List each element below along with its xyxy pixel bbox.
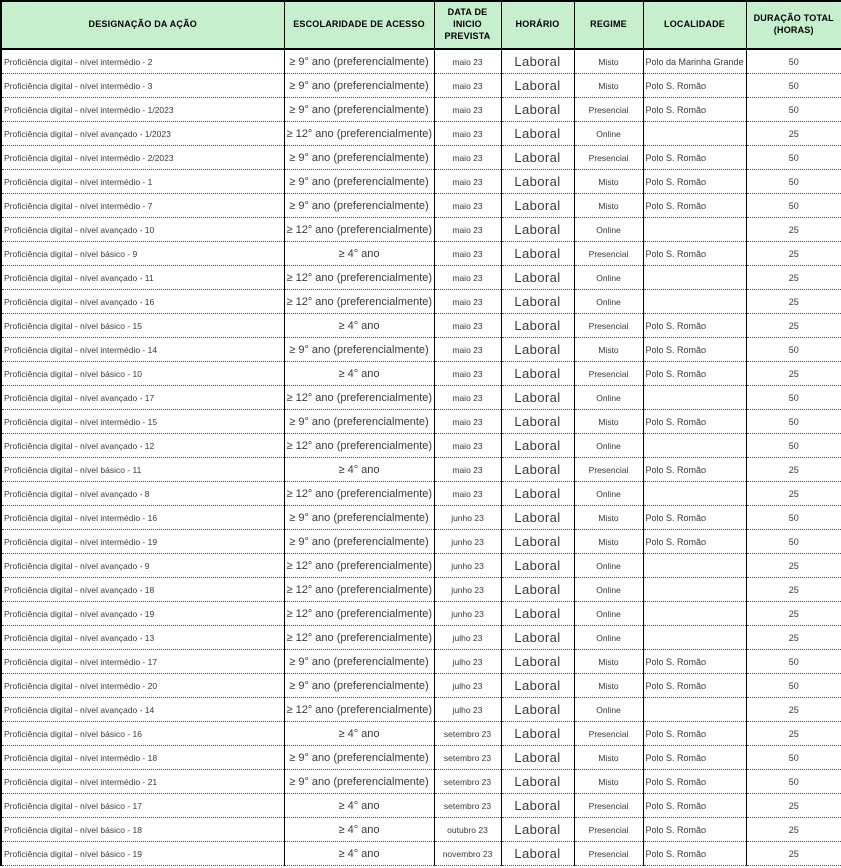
table-row: [1, 122, 841, 146]
table-row: [1, 49, 841, 74]
cell-regime: Presencial: [574, 458, 643, 482]
cell-data: junho 23: [434, 554, 501, 578]
header-regime: REGIME: [574, 1, 643, 49]
cell-localidade: Polo S. Romão: [643, 674, 746, 698]
table-row: [1, 194, 841, 218]
cell-escolaridade: ≥ 12° ano (preferencialmente): [284, 122, 434, 146]
cell-localidade: [643, 482, 746, 506]
cell-horario: Laboral: [501, 434, 574, 458]
cell-duracao: 50: [746, 170, 841, 194]
cell-designacao: Proficiência digital - nível básico - 9: [1, 242, 284, 266]
cell-localidade: [643, 290, 746, 314]
cell-data: junho 23: [434, 578, 501, 602]
cell-localidade: Polo S. Romão: [643, 410, 746, 434]
cell-duracao: 50: [746, 770, 841, 794]
cell-escolaridade: ≥ 9° ano (preferencialmente): [284, 98, 434, 122]
cell-data: maio 23: [434, 74, 501, 98]
cell-escolaridade: ≥ 4° ano: [284, 722, 434, 746]
cell-data: maio 23: [434, 410, 501, 434]
cell-escolaridade: ≥ 12° ano (preferencialmente): [284, 578, 434, 602]
cell-horario: Laboral: [501, 314, 574, 338]
header-data-inicio: DATA DE INICIO PREVISTA: [434, 1, 501, 49]
cell-regime: Presencial: [574, 794, 643, 818]
cell-duracao: 25: [746, 314, 841, 338]
cell-horario: Laboral: [501, 362, 574, 386]
cell-regime: Presencial: [574, 842, 643, 866]
cell-horario: Laboral: [501, 818, 574, 842]
cell-localidade: Polo S. Romão: [643, 362, 746, 386]
cell-duracao: 50: [746, 530, 841, 554]
cell-duracao: 25: [746, 458, 841, 482]
cell-regime: Misto: [574, 674, 643, 698]
cell-data: maio 23: [434, 146, 501, 170]
header-localidade: LOCALIDADE: [643, 1, 746, 49]
cell-data: maio 23: [434, 482, 501, 506]
cell-escolaridade: ≥ 9° ano (preferencialmente): [284, 746, 434, 770]
cell-localidade: [643, 434, 746, 458]
cell-designacao: Proficiência digital - nível avançado - 9: [1, 554, 284, 578]
cell-duracao: 50: [746, 194, 841, 218]
cell-regime: Misto: [574, 506, 643, 530]
cell-designacao: Proficiência digital - nível avançado - 11: [1, 266, 284, 290]
cell-escolaridade: ≥ 4° ano: [284, 458, 434, 482]
cell-regime: Misto: [574, 746, 643, 770]
cell-horario: Laboral: [501, 170, 574, 194]
cell-duracao: 25: [746, 290, 841, 314]
cell-data: novembro 23: [434, 842, 501, 866]
table-row: [1, 386, 841, 410]
cell-data: maio 23: [434, 49, 501, 74]
table-row: [1, 722, 841, 746]
table-row: [1, 578, 841, 602]
cell-regime: Misto: [574, 530, 643, 554]
cell-escolaridade: ≥ 9° ano (preferencialmente): [284, 146, 434, 170]
cell-localidade: Polo S. Romão: [643, 650, 746, 674]
cell-data: julho 23: [434, 674, 501, 698]
cell-regime: Misto: [574, 74, 643, 98]
cell-localidade: Polo S. Romão: [643, 746, 746, 770]
table-row: [1, 146, 841, 170]
cell-duracao: 25: [746, 842, 841, 866]
table-row: [1, 74, 841, 98]
table-row: [1, 626, 841, 650]
cell-duracao: 25: [746, 362, 841, 386]
cell-designacao: Proficiência digital - nível intermédio - 7: [1, 194, 284, 218]
cell-duracao: 50: [746, 434, 841, 458]
cell-horario: Laboral: [501, 578, 574, 602]
cell-horario: Laboral: [501, 266, 574, 290]
cell-data: maio 23: [434, 386, 501, 410]
cell-duracao: 25: [746, 554, 841, 578]
cell-escolaridade: ≥ 4° ano: [284, 362, 434, 386]
cell-localidade: Polo S. Romão: [643, 458, 746, 482]
table-row: [1, 98, 841, 122]
cell-designacao: Proficiência digital - nível intermédio - 20: [1, 674, 284, 698]
cell-data: maio 23: [434, 98, 501, 122]
table-row: [1, 674, 841, 698]
cell-horario: Laboral: [501, 698, 574, 722]
cell-duracao: 25: [746, 818, 841, 842]
table-row: [1, 266, 841, 290]
cell-escolaridade: ≥ 12° ano (preferencialmente): [284, 602, 434, 626]
cell-localidade: Polo S. Romão: [643, 170, 746, 194]
cell-horario: Laboral: [501, 74, 574, 98]
cell-data: julho 23: [434, 626, 501, 650]
cell-regime: Online: [574, 266, 643, 290]
header-escolaridade: ESCOLARIDADE DE ACESSO: [284, 1, 434, 49]
cell-duracao: 50: [746, 49, 841, 74]
cell-localidade: Polo da Marinha Grande: [643, 49, 746, 74]
cell-escolaridade: ≥ 12° ano (preferencialmente): [284, 290, 434, 314]
cell-regime: Presencial: [574, 362, 643, 386]
header-horario: HORÁRIO: [501, 1, 574, 49]
cell-designacao: Proficiência digital - nível básico - 15: [1, 314, 284, 338]
cell-designacao: Proficiência digital - nível básico - 11: [1, 458, 284, 482]
cell-horario: Laboral: [501, 98, 574, 122]
table-header: [1, 1, 841, 49]
cell-regime: Presencial: [574, 314, 643, 338]
cell-designacao: Proficiência digital - nível intermédio - 15: [1, 410, 284, 434]
cell-escolaridade: ≥ 4° ano: [284, 842, 434, 866]
cell-data: julho 23: [434, 698, 501, 722]
cell-designacao: Proficiência digital - nível intermédio - 19: [1, 530, 284, 554]
cell-localidade: [643, 578, 746, 602]
table-row: [1, 698, 841, 722]
cell-designacao: Proficiência digital - nível avançado - 1/2023: [1, 122, 284, 146]
cell-localidade: Polo S. Romão: [643, 74, 746, 98]
cell-regime: Online: [574, 218, 643, 242]
cell-designacao: Proficiência digital - nível avançado - 13: [1, 626, 284, 650]
cell-regime: Online: [574, 122, 643, 146]
cell-escolaridade: ≥ 9° ano (preferencialmente): [284, 194, 434, 218]
cell-duracao: 25: [746, 722, 841, 746]
cell-escolaridade: ≥ 12° ano (preferencialmente): [284, 482, 434, 506]
cell-regime: Presencial: [574, 722, 643, 746]
cell-designacao: Proficiência digital - nível avançado - 17: [1, 386, 284, 410]
cell-horario: Laboral: [501, 338, 574, 362]
cell-localidade: Polo S. Romão: [643, 770, 746, 794]
cell-data: junho 23: [434, 602, 501, 626]
table-row: [1, 434, 841, 458]
cell-escolaridade: ≥ 4° ano: [284, 314, 434, 338]
cell-regime: Presencial: [574, 146, 643, 170]
cell-designacao: Proficiência digital - nível intermédio - 1/2023: [1, 98, 284, 122]
table-row: [1, 770, 841, 794]
cell-designacao: Proficiência digital - nível intermédio - 14: [1, 338, 284, 362]
cell-duracao: 25: [746, 794, 841, 818]
cell-horario: Laboral: [501, 746, 574, 770]
cell-localidade: [643, 698, 746, 722]
cell-regime: Misto: [574, 338, 643, 362]
cell-escolaridade: ≥ 12° ano (preferencialmente): [284, 698, 434, 722]
cell-localidade: Polo S. Romão: [643, 722, 746, 746]
table-row: [1, 170, 841, 194]
cell-horario: Laboral: [501, 410, 574, 434]
cell-escolaridade: ≥ 9° ano (preferencialmente): [284, 770, 434, 794]
table-body: [1, 49, 841, 866]
cell-localidade: Polo S. Romão: [643, 338, 746, 362]
cell-escolaridade: ≥ 9° ano (preferencialmente): [284, 74, 434, 98]
cell-escolaridade: ≥ 12° ano (preferencialmente): [284, 554, 434, 578]
cell-designacao: Proficiência digital - nível básico - 17: [1, 794, 284, 818]
cell-designacao: Proficiência digital - nível intermédio - 16: [1, 506, 284, 530]
table-row: [1, 458, 841, 482]
table-row: [1, 410, 841, 434]
cell-regime: Misto: [574, 170, 643, 194]
table-row: [1, 842, 841, 866]
cell-duracao: 50: [746, 746, 841, 770]
cell-escolaridade: ≥ 9° ano (preferencialmente): [284, 49, 434, 74]
cell-regime: Online: [574, 602, 643, 626]
table-row: [1, 530, 841, 554]
table-row: [1, 290, 841, 314]
cell-regime: Misto: [574, 194, 643, 218]
cell-escolaridade: ≥ 12° ano (preferencialmente): [284, 386, 434, 410]
table-row: [1, 794, 841, 818]
cell-data: setembro 23: [434, 746, 501, 770]
cell-horario: Laboral: [501, 554, 574, 578]
cell-regime: Misto: [574, 49, 643, 74]
cell-data: setembro 23: [434, 722, 501, 746]
cell-duracao: 25: [746, 242, 841, 266]
cell-data: setembro 23: [434, 770, 501, 794]
table-row: [1, 818, 841, 842]
cell-regime: Misto: [574, 410, 643, 434]
cell-horario: Laboral: [501, 458, 574, 482]
cell-designacao: Proficiência digital - nível intermédio - 21: [1, 770, 284, 794]
cell-escolaridade: ≥ 4° ano: [284, 818, 434, 842]
cell-duracao: 25: [746, 218, 841, 242]
cell-escolaridade: ≥ 9° ano (preferencialmente): [284, 530, 434, 554]
cell-designacao: Proficiência digital - nível intermédio - 17: [1, 650, 284, 674]
cell-escolaridade: ≥ 4° ano: [284, 242, 434, 266]
cell-localidade: Polo S. Romão: [643, 146, 746, 170]
table-row: [1, 314, 841, 338]
cell-data: maio 23: [434, 242, 501, 266]
cell-localidade: Polo S. Romão: [643, 530, 746, 554]
cell-regime: Online: [574, 290, 643, 314]
header-duracao: DURAÇÃO TOTAL (HORAS): [746, 1, 841, 49]
cell-designacao: Proficiência digital - nível intermédio - 1: [1, 170, 284, 194]
cell-duracao: 25: [746, 602, 841, 626]
cell-duracao: 25: [746, 626, 841, 650]
cell-regime: Online: [574, 626, 643, 650]
table-row: [1, 242, 841, 266]
cell-regime: Online: [574, 386, 643, 410]
cell-horario: Laboral: [501, 290, 574, 314]
cell-horario: Laboral: [501, 482, 574, 506]
cell-localidade: Polo S. Romão: [643, 506, 746, 530]
cell-data: maio 23: [434, 458, 501, 482]
cell-localidade: [643, 602, 746, 626]
cell-duracao: 25: [746, 482, 841, 506]
cell-regime: Presencial: [574, 98, 643, 122]
cell-designacao: Proficiência digital - nível avançado - 10: [1, 218, 284, 242]
cell-escolaridade: ≥ 9° ano (preferencialmente): [284, 650, 434, 674]
cell-duracao: 25: [746, 266, 841, 290]
cell-data: maio 23: [434, 266, 501, 290]
cell-duracao: 50: [746, 674, 841, 698]
cell-data: maio 23: [434, 338, 501, 362]
cell-regime: Presencial: [574, 242, 643, 266]
cell-escolaridade: ≥ 12° ano (preferencialmente): [284, 434, 434, 458]
cell-horario: Laboral: [501, 386, 574, 410]
cell-regime: Online: [574, 578, 643, 602]
cell-horario: Laboral: [501, 242, 574, 266]
cell-data: setembro 23: [434, 794, 501, 818]
table-row: [1, 482, 841, 506]
cell-designacao: Proficiência digital - nível básico - 16: [1, 722, 284, 746]
cell-horario: Laboral: [501, 122, 574, 146]
cell-designacao: Proficiência digital - nível avançado - 16: [1, 290, 284, 314]
cell-designacao: Proficiência digital - nível avançado - 18: [1, 578, 284, 602]
cell-data: maio 23: [434, 194, 501, 218]
cell-localidade: Polo S. Romão: [643, 98, 746, 122]
cell-escolaridade: ≥ 12° ano (preferencialmente): [284, 218, 434, 242]
cell-localidade: [643, 266, 746, 290]
cell-designacao: Proficiência digital - nível avançado - 14: [1, 698, 284, 722]
table-row: [1, 650, 841, 674]
cell-horario: Laboral: [501, 626, 574, 650]
cell-designacao: Proficiência digital - nível avançado - 19: [1, 602, 284, 626]
table-row: [1, 602, 841, 626]
table-row: [1, 746, 841, 770]
table-row: [1, 218, 841, 242]
cell-localidade: Polo S. Romão: [643, 194, 746, 218]
cell-data: junho 23: [434, 530, 501, 554]
cell-data: maio 23: [434, 434, 501, 458]
cell-designacao: Proficiência digital - nível intermédio - 3: [1, 74, 284, 98]
header-designacao: DESIGNAÇÃO DA AÇÃO: [1, 1, 284, 49]
table-row: [1, 362, 841, 386]
cell-localidade: [643, 626, 746, 650]
cell-horario: Laboral: [501, 506, 574, 530]
cell-horario: Laboral: [501, 650, 574, 674]
cell-data: maio 23: [434, 314, 501, 338]
cell-duracao: 50: [746, 386, 841, 410]
cell-designacao: Proficiência digital - nível básico - 18: [1, 818, 284, 842]
cell-localidade: Polo S. Romão: [643, 818, 746, 842]
cell-escolaridade: ≥ 9° ano (preferencialmente): [284, 410, 434, 434]
cell-localidade: Polo S. Romão: [643, 842, 746, 866]
cell-regime: Online: [574, 698, 643, 722]
cell-designacao: Proficiência digital - nível intermédio - 2/2023: [1, 146, 284, 170]
cell-localidade: Polo S. Romão: [643, 794, 746, 818]
cell-designacao: Proficiência digital - nível básico - 10: [1, 362, 284, 386]
cell-horario: Laboral: [501, 146, 574, 170]
cell-regime: Online: [574, 482, 643, 506]
cell-duracao: 25: [746, 122, 841, 146]
cell-horario: Laboral: [501, 722, 574, 746]
cell-designacao: Proficiência digital - nível básico - 19: [1, 842, 284, 866]
cell-localidade: [643, 218, 746, 242]
cell-data: julho 23: [434, 650, 501, 674]
cell-escolaridade: ≥ 9° ano (preferencialmente): [284, 170, 434, 194]
cell-regime: Presencial: [574, 818, 643, 842]
cell-duracao: 50: [746, 410, 841, 434]
cell-escolaridade: ≥ 12° ano (preferencialmente): [284, 266, 434, 290]
cell-escolaridade: ≥ 9° ano (preferencialmente): [284, 338, 434, 362]
cell-escolaridade: ≥ 9° ano (preferencialmente): [284, 506, 434, 530]
cell-horario: Laboral: [501, 218, 574, 242]
cell-data: maio 23: [434, 218, 501, 242]
cell-escolaridade: ≥ 9° ano (preferencialmente): [284, 674, 434, 698]
cell-regime: Misto: [574, 770, 643, 794]
table-row: [1, 554, 841, 578]
cell-designacao: Proficiência digital - nível intermédio - 2: [1, 49, 284, 74]
cell-duracao: 50: [746, 506, 841, 530]
cell-data: outubro 23: [434, 818, 501, 842]
cell-regime: Misto: [574, 650, 643, 674]
cell-duracao: 50: [746, 74, 841, 98]
cell-regime: Online: [574, 434, 643, 458]
cell-designacao: Proficiência digital - nível avançado - 8: [1, 482, 284, 506]
cell-designacao: Proficiência digital - nível intermédio - 18: [1, 746, 284, 770]
cell-localidade: [643, 554, 746, 578]
cell-horario: Laboral: [501, 842, 574, 866]
cell-horario: Laboral: [501, 194, 574, 218]
cell-regime: Online: [574, 554, 643, 578]
cell-horario: Laboral: [501, 602, 574, 626]
cell-data: maio 23: [434, 170, 501, 194]
cell-localidade: [643, 386, 746, 410]
cell-localidade: Polo S. Romão: [643, 242, 746, 266]
cell-duracao: 50: [746, 338, 841, 362]
table-row: [1, 506, 841, 530]
cell-localidade: [643, 122, 746, 146]
cell-escolaridade: ≥ 4° ano: [284, 794, 434, 818]
cell-escolaridade: ≥ 12° ano (preferencialmente): [284, 626, 434, 650]
cell-horario: Laboral: [501, 770, 574, 794]
cell-designacao: Proficiência digital - nível avançado - 12: [1, 434, 284, 458]
cell-duracao: 50: [746, 98, 841, 122]
cell-duracao: 50: [746, 146, 841, 170]
cell-duracao: 25: [746, 698, 841, 722]
cell-horario: Laboral: [501, 674, 574, 698]
table-row: [1, 338, 841, 362]
cell-data: maio 23: [434, 362, 501, 386]
cell-horario: Laboral: [501, 49, 574, 74]
header-row: [1, 1, 841, 49]
cell-data: junho 23: [434, 506, 501, 530]
cell-data: maio 23: [434, 290, 501, 314]
cell-localidade: Polo S. Romão: [643, 314, 746, 338]
cell-horario: Laboral: [501, 530, 574, 554]
cell-horario: Laboral: [501, 794, 574, 818]
cell-duracao: 25: [746, 578, 841, 602]
cell-data: maio 23: [434, 122, 501, 146]
cell-duracao: 50: [746, 650, 841, 674]
